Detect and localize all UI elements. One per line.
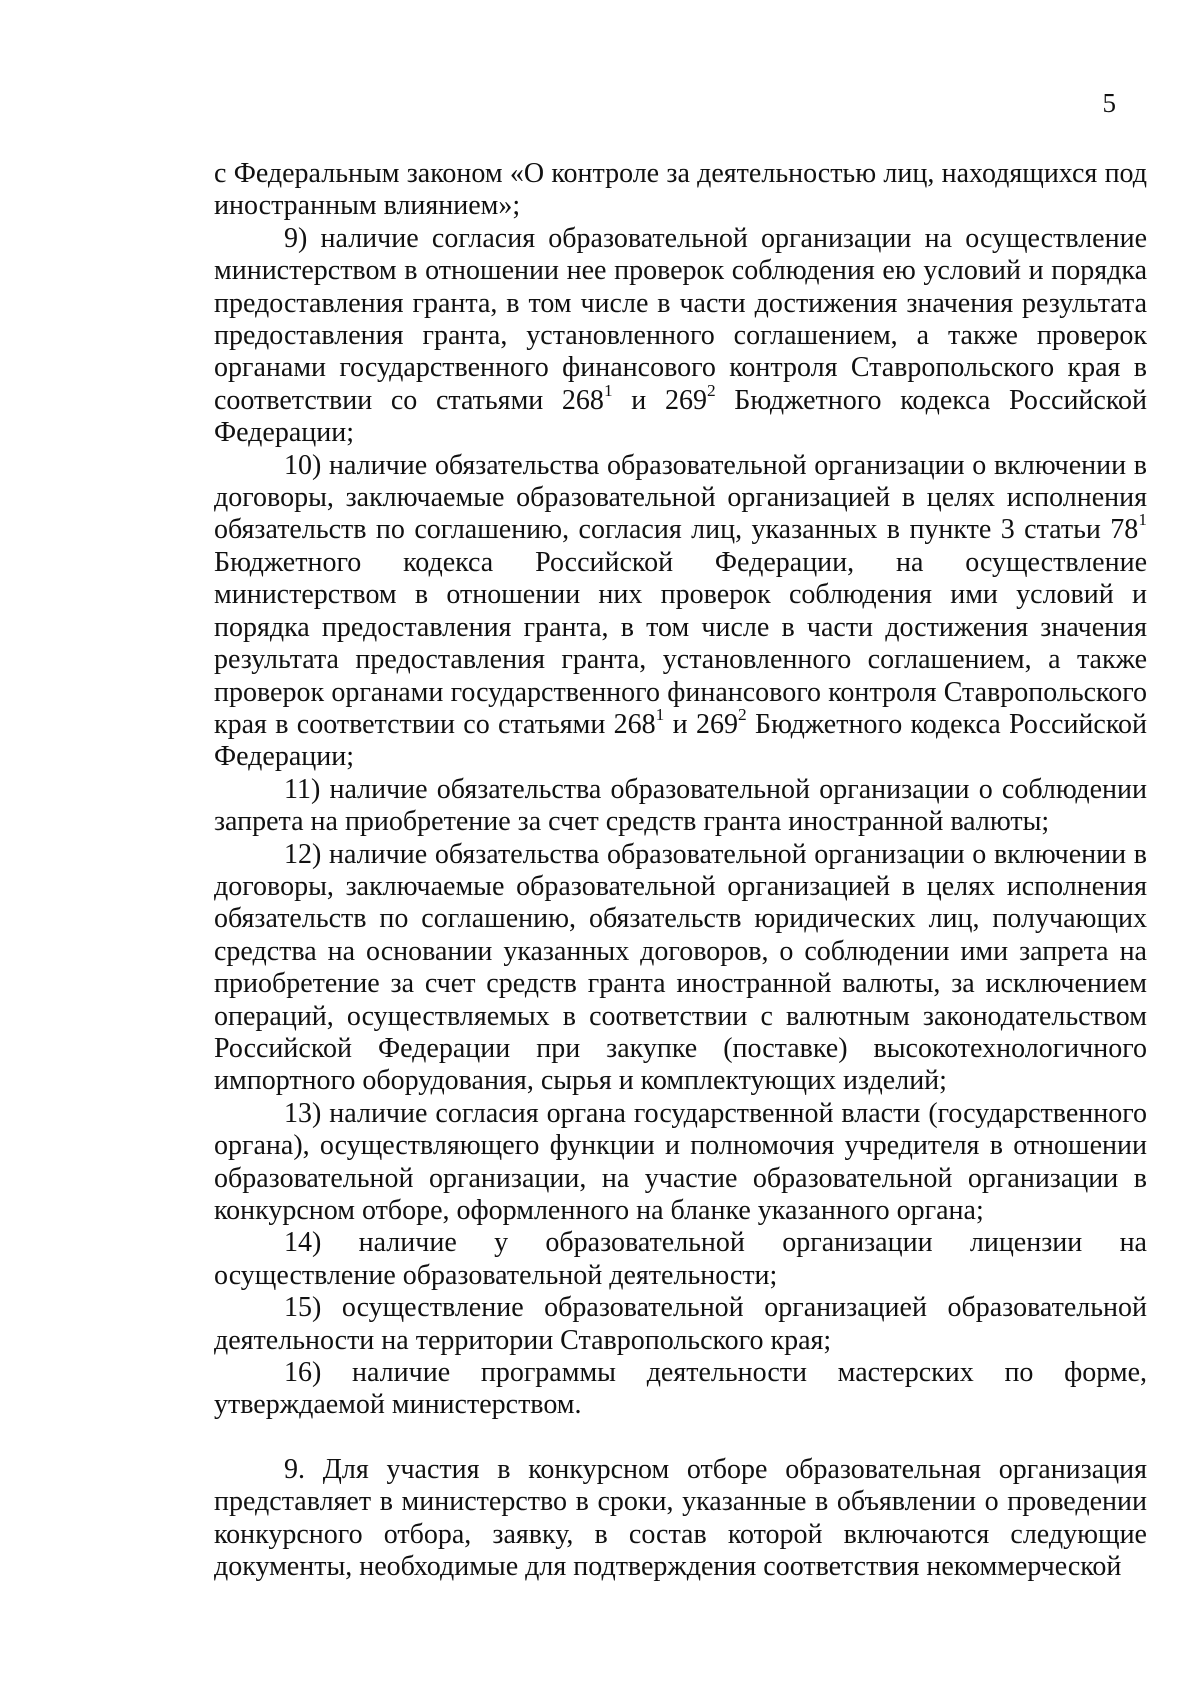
- paragraph-gap: [214, 1422, 1147, 1454]
- list-item-12: 12) наличие обязательства образовательной организации о включении в договоры, заключаемые образовательной организацией в целях исполнения обязательств по соглашению, обязательств юридических лиц, получающих средства на основании указанных договоров, о соблюдении ими запрета на приобретение за счет средств гранта иностранной валюты, за исключением операций, осуществляемых в соответствии с валютным законодательством Российской Федерации при закупке (поставке) высокотехнологичного импортного оборудования, сырья и комплектующих изделий;: [214, 838, 1147, 1097]
- section-9-paragraph: 9. Для участия в конкурсном отборе образовательная организация представляет в министерство в сроки, указанные в объявлении о проведении конкурсного отбора, заявку, в состав которой включаются следующие документы, необходимые для подтверждения соответствия некоммерческой: [214, 1453, 1147, 1583]
- list-item-9: 9) наличие согласия образовательной организации на осуществление министерством в отношении нее проверок соблюдения ею условий и порядка предоставления гранта, в том числе в части достижения значения результата предоставления гранта, установленного соглашением, а также проверок органами государственного финансового контроля Ставропольского края в соответствии со статьями $268^1$ и $269^2$ Бюджетного кодекса Российской Федерации;: [214, 222, 1148, 449]
- paragraph-continuation: с Федеральным законом «О контроле за деятельностью лиц, находящихся под иностранным влиянием»;: [214, 158, 1147, 222]
- list-item-15: 15) осуществление образовательной организацией образовательной деятельности на территории Ставропольского края;: [214, 1292, 1147, 1356]
- list-item-16: 16) наличие программы деятельности мастерских по форме, утверждаемой министерством.: [214, 1357, 1147, 1421]
- list-item-14: 14) наличие у образовательной организации лицензии на осуществление образовательной деятельности;: [214, 1227, 1147, 1291]
- list-item-10: 10) наличие обязательства образовательной организации о включении в договоры, заключаемые образовательной организацией в целях исполнения обязательств по соглашению, согласия лиц, указанных в пункте 3 статьи $78^1$ Бюджетного кодекса Российской Федерации, на осуществление министерством в отношении них проверок соблюдения ими условий и порядка предоставления гранта, в том числе в части достижения значения результата предоставления гранта, установленного соглашением, а также проверок органами государственного финансового контроля Ставропольского края в соответствии со статьями $268^1$ и $269^2$ Бюджетного кодекса Российской Федерации;: [214, 449, 1148, 773]
- list-item-11: 11) наличие обязательства образовательной организации о соблюдении запрета на приобретение за счет средств гранта иностранной валюты;: [214, 773, 1147, 838]
- list-item-13: 13) наличие согласия органа государственной власти (государственного органа), осуществляющего функции и полномочия учредителя в отношении образовательной организации, на участие образовательной организации в конкурсном отборе, оформленного на бланке указанного органа;: [214, 1097, 1147, 1226]
- document-body: [214, 158, 1147, 1583]
- page-number: 5: [1102, 88, 1116, 118]
